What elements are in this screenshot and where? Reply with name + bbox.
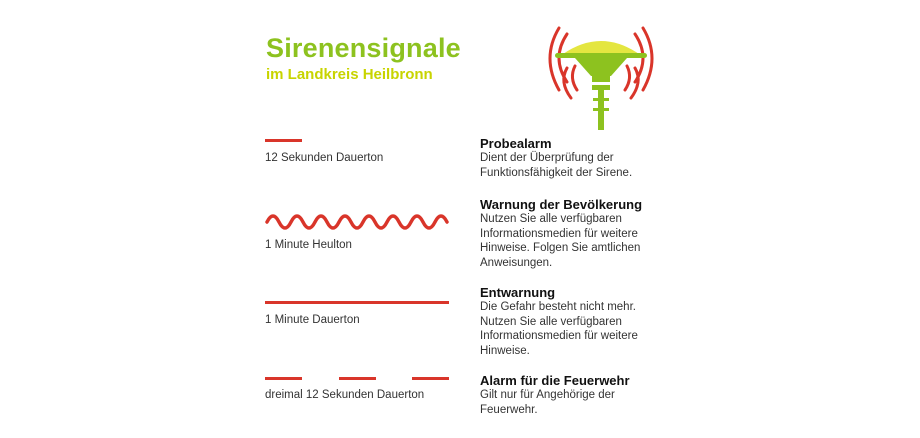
signal-description-line: Nutzen Sie alle verfügbaren <box>480 213 622 225</box>
triple-dash-tone-icon <box>265 377 451 381</box>
short-steady-tone-icon <box>265 139 305 144</box>
signal-description-line: Hinweise. <box>480 344 530 357</box>
signal-description-line: Informationsmedien für weitere <box>480 227 638 240</box>
page-subtitle: im Landkreis Heilbronn <box>266 66 433 83</box>
signal-duration-label: dreimal 12 Sekunden Dauerton <box>265 389 425 401</box>
signal-title: Entwarnung <box>480 285 556 300</box>
signal-description <box>480 212 700 270</box>
signal-description <box>480 300 700 358</box>
signal-description-line: Anweisungen. <box>480 256 553 269</box>
signal-description-line: Nutzen Sie alle verfügbaren <box>480 315 622 328</box>
signal-description-line: Gilt nur für Angehörige der <box>480 389 615 401</box>
signal-title: Alarm für die Feuerwehr <box>480 373 630 388</box>
wave-tone-icon <box>265 208 451 236</box>
signal-description-line: Informationsmedien für weitere <box>480 330 638 342</box>
page-title: Sirenensignale <box>266 33 461 63</box>
signal-duration-label: 12 Sekunden Dauerton <box>265 152 384 164</box>
signal-description-line: Feuerwehr. <box>480 403 538 416</box>
signal-description-line: Die Gefahr besteht nicht mehr. <box>480 301 636 313</box>
signal-title: Warnung der Bevölkerung <box>480 197 643 212</box>
signal-title: Probealarm <box>480 136 552 151</box>
signal-duration-label: 1 Minute Heulton <box>265 239 352 251</box>
signal-description-line: Hinweise. Folgen Sie amtlichen <box>480 242 641 254</box>
signal-description <box>480 151 700 180</box>
siren-icon <box>545 20 657 132</box>
long-steady-tone-icon <box>265 301 451 305</box>
signal-description-line: Funktionsfähigkeit der Sirene. <box>480 166 633 179</box>
signal-description <box>480 388 700 417</box>
signal-duration-label: 1 Minute Dauerton <box>265 314 360 326</box>
signal-description-line: Dient der Überprüfung der <box>480 152 614 164</box>
